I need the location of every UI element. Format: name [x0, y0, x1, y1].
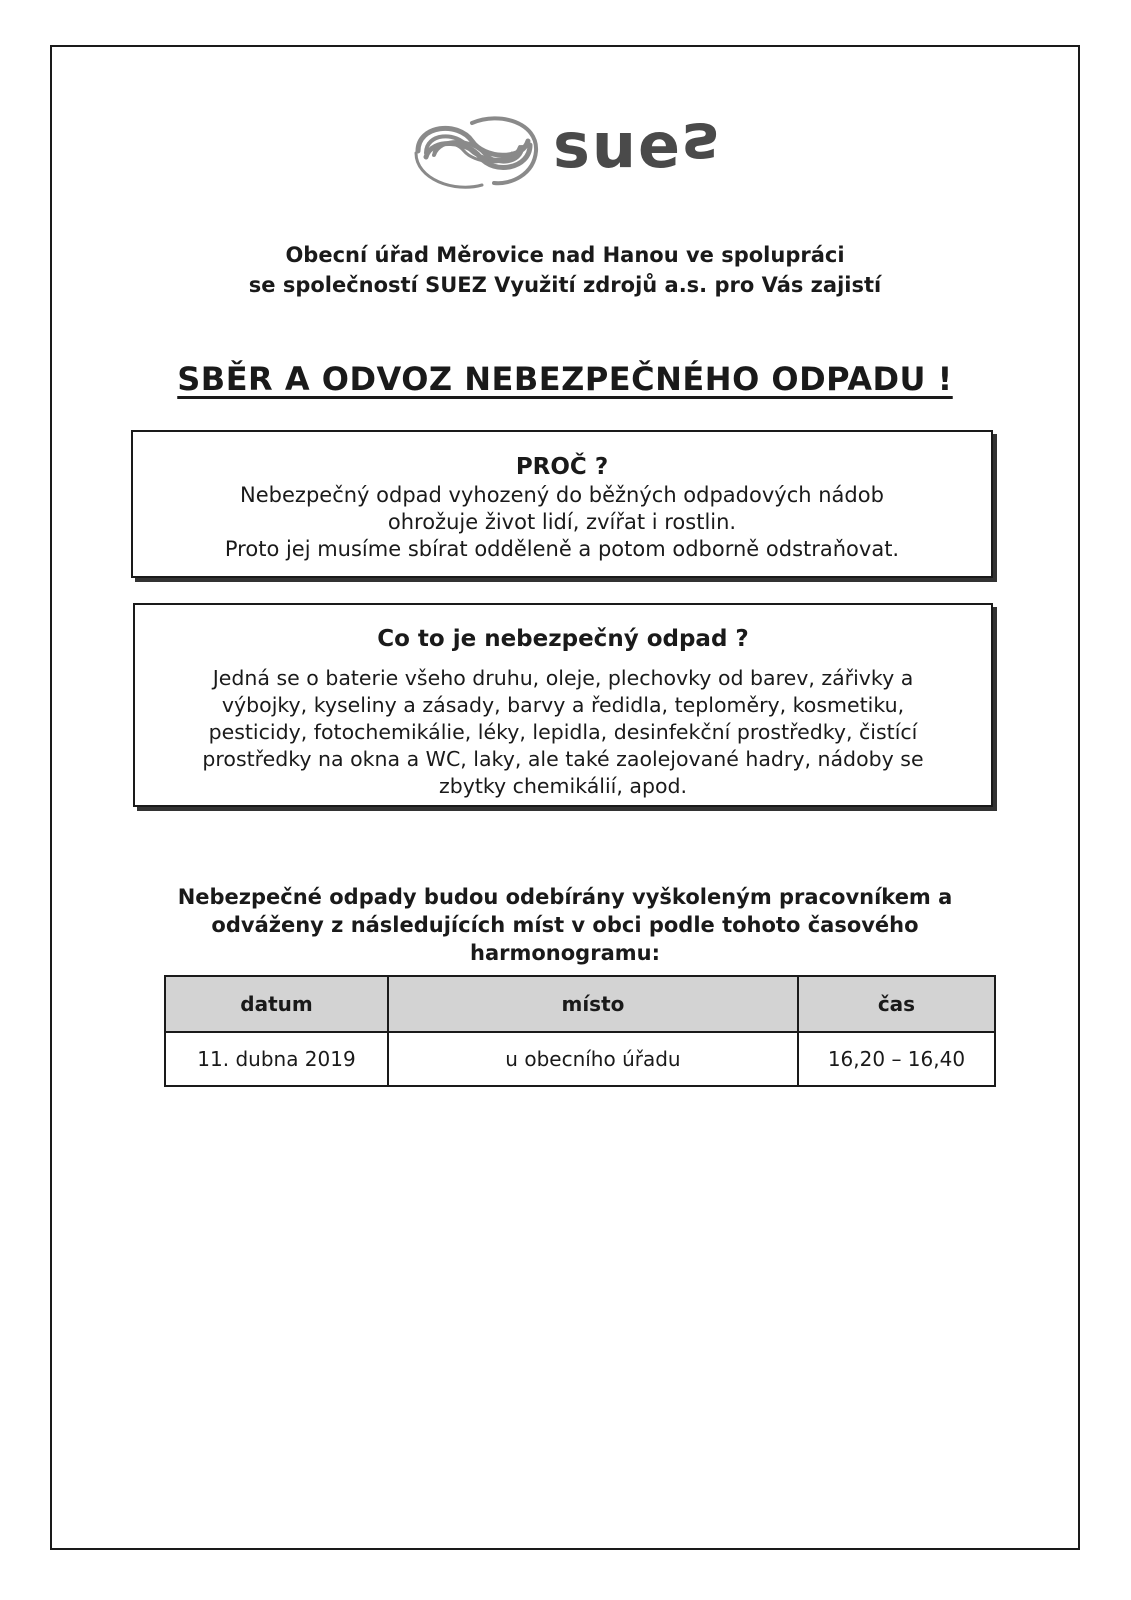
what-box-heading: Co to je nebezpečný odpad ?: [377, 626, 749, 652]
intro-line-2: se společností SUEZ Využití zdrojů a.s. pro Vás zajistí: [248, 273, 882, 297]
logo-wordmark: sues: [553, 108, 721, 182]
what-box: [133, 603, 993, 807]
why-box-line: Proto jej musíme sbírat odděleně a potom odborně odstraňovat.: [224, 537, 900, 561]
column-header-date: datum: [165, 976, 388, 1032]
table-row: [165, 1032, 995, 1086]
what-box-line: prostředky na okna a WC, laky, ale také zaolejované hadry, nádoby se: [202, 747, 924, 771]
what-box-line: výbojky, kyseliny a zásady, barvy a ředidla, teploměry, kosmetiku,: [221, 693, 905, 717]
schedule-table: [164, 975, 996, 1087]
why-box-heading: PROČ ?: [515, 454, 609, 480]
cell-time: 16,20 – 16,40: [798, 1032, 995, 1086]
schedule-intro-line-1: Nebezpečné odpady budou odebírány vyškoleným pracovníkem a: [177, 885, 953, 909]
what-box-line: zbytky chemikálií, apod.: [438, 774, 688, 798]
what-box-line: pesticidy, fotochemikálie, léky, lepidla, desinfekční prostředky, čistící: [208, 720, 918, 744]
cell-place: u obecního úřadu: [388, 1032, 798, 1086]
why-box-line: Nebezpečný odpad vyhozený do běžných odpadových nádob: [240, 483, 884, 507]
schedule-intro-line-3: harmonogramu:: [470, 941, 660, 965]
intro-line-1: Obecní úřad Měrovice nad Hanou ve spolupráci: [285, 243, 845, 267]
what-box-text: [135, 665, 991, 800]
suez-swirl-logo-icon: [410, 103, 545, 193]
why-box-line: ohrožuje život lidí, zvířat i rostlin.: [387, 510, 737, 534]
cell-date: 11. dubna 2019: [165, 1032, 388, 1086]
column-header-place: místo: [388, 976, 798, 1032]
logo: [410, 103, 760, 193]
column-header-time: čas: [798, 976, 995, 1032]
page-title: SBĚR A ODVOZ NEBEZPEČNÉHO ODPADU !: [177, 360, 953, 398]
why-box: [131, 430, 993, 578]
what-box-line: Jedná se o baterie všeho druhu, oleje, plechovky od barev, zářivky a: [212, 666, 914, 690]
schedule-intro-line-2: odváženy z následujících míst v obci podle tohoto časového: [211, 913, 919, 937]
table-header-row: [165, 976, 995, 1032]
why-box-text: [133, 482, 991, 563]
